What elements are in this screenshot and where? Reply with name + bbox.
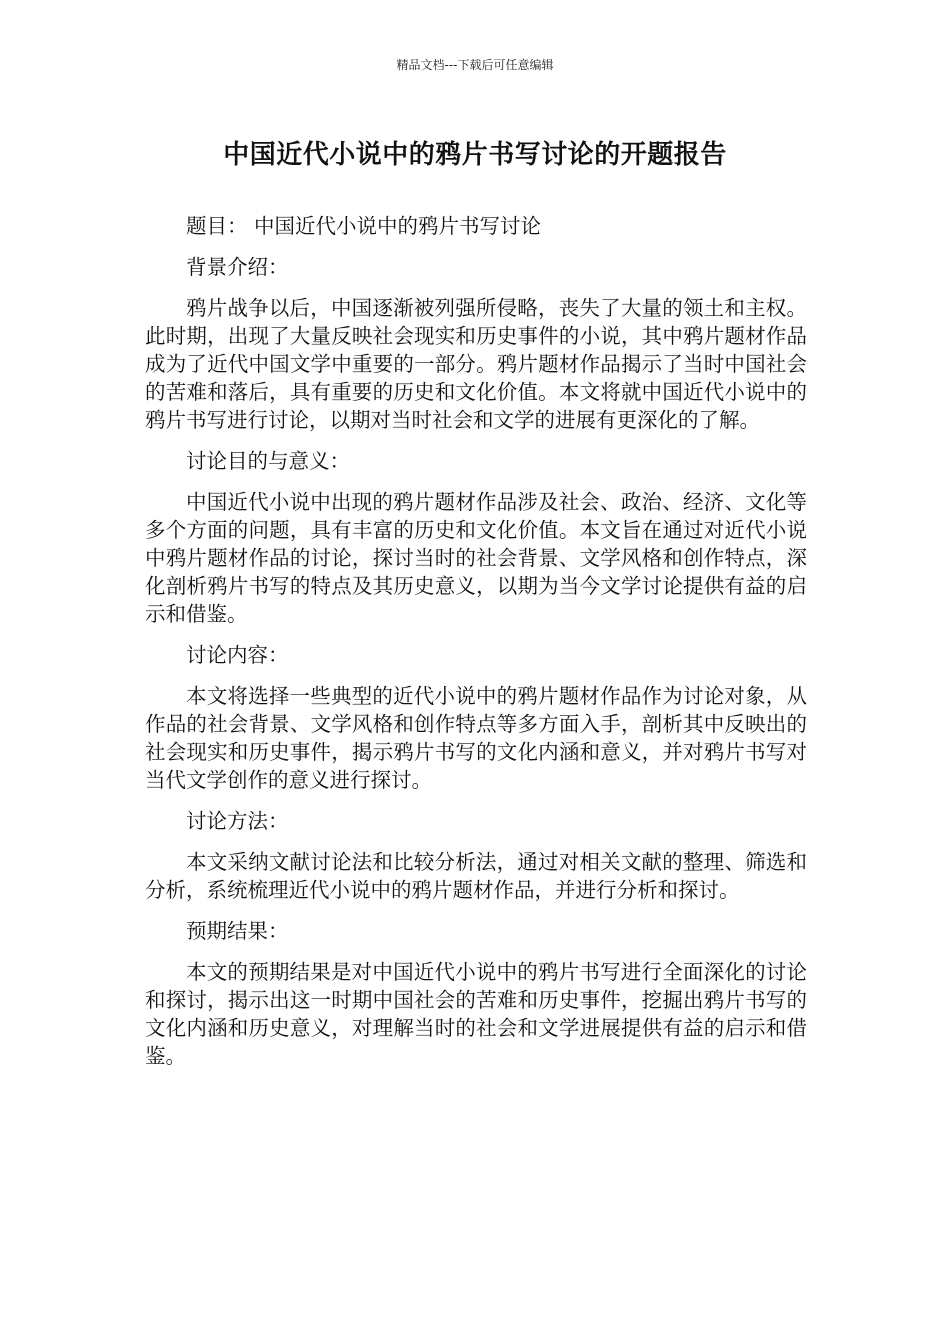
section-heading-content: 讨论内容： xyxy=(186,643,289,667)
section-heading-method: 讨论方法： xyxy=(186,809,289,833)
section-body-method: 本文采纳文献讨论法和比较分析法，通过对相关文献的整理、筛选和分析，系统梳理近代小说中的鸦片题材作品，并进行分析和探讨。 xyxy=(145,850,807,902)
section-heading-purpose: 讨论目的与意义： xyxy=(186,449,350,473)
document-title: 中国近代小说中的鸦片书写讨论的开题报告 xyxy=(223,140,727,170)
section-heading-expected-results: 预期结果： xyxy=(186,919,289,943)
document-body xyxy=(145,212,807,1083)
topic-line: 题目： 中国近代小说中的鸦片书写讨论 xyxy=(186,214,542,238)
section-body-content: 本文将选择一些典型的近代小说中的鸦片题材作品作为讨论对象，从作品的社会背景、文学风格和创作特点等多方面入手，剖析其中反映出的社会现实和历史事件，揭示鸦片书写的文化内涵和意义，并对鸦片书写对当代文学创作的意义进行探讨。 xyxy=(145,684,807,792)
section-body-purpose: 中国近代小说中出现的鸦片题材作品涉及社会、政治、经济、文化等多个方面的问题，具有丰富的历史和文化价值。本文旨在通过对近代小说中鸦片题材作品的讨论，探讨当时的社会背景、文学风格和创作特点，深化剖析鸦片书写的特点及其历史意义，以期为当今文学讨论提供有益的启示和借鉴。 xyxy=(145,490,807,626)
page-header-watermark: 精品文档---下载后可任意编辑 xyxy=(396,58,554,72)
section-heading-background: 背景介绍： xyxy=(186,255,289,279)
section-body-background: 鸦片战争以后，中国逐渐被列强所侵略，丧失了大量的领土和主权。此时期，出现了大量反映社会现实和历史事件的小说，其中鸦片题材作品成为了近代中国文学中重要的一部分。鸦片题材作品揭示了当时中国社会的苦难和落后，具有重要的历史和文化价值。本文将就中国近代小说中的鸦片书写进行讨论，以期对当时社会和文学的进展有更深化的了解。 xyxy=(145,296,807,432)
section-body-expected-results: 本文的预期结果是对中国近代小说中的鸦片书写进行全面深化的讨论和探讨，揭示出这一时期中国社会的苦难和历史事件，挖掘出鸦片书写的文化内涵和历史意义，对理解当时的社会和文学进展提供有益的启示和借鉴。 xyxy=(145,960,807,1068)
